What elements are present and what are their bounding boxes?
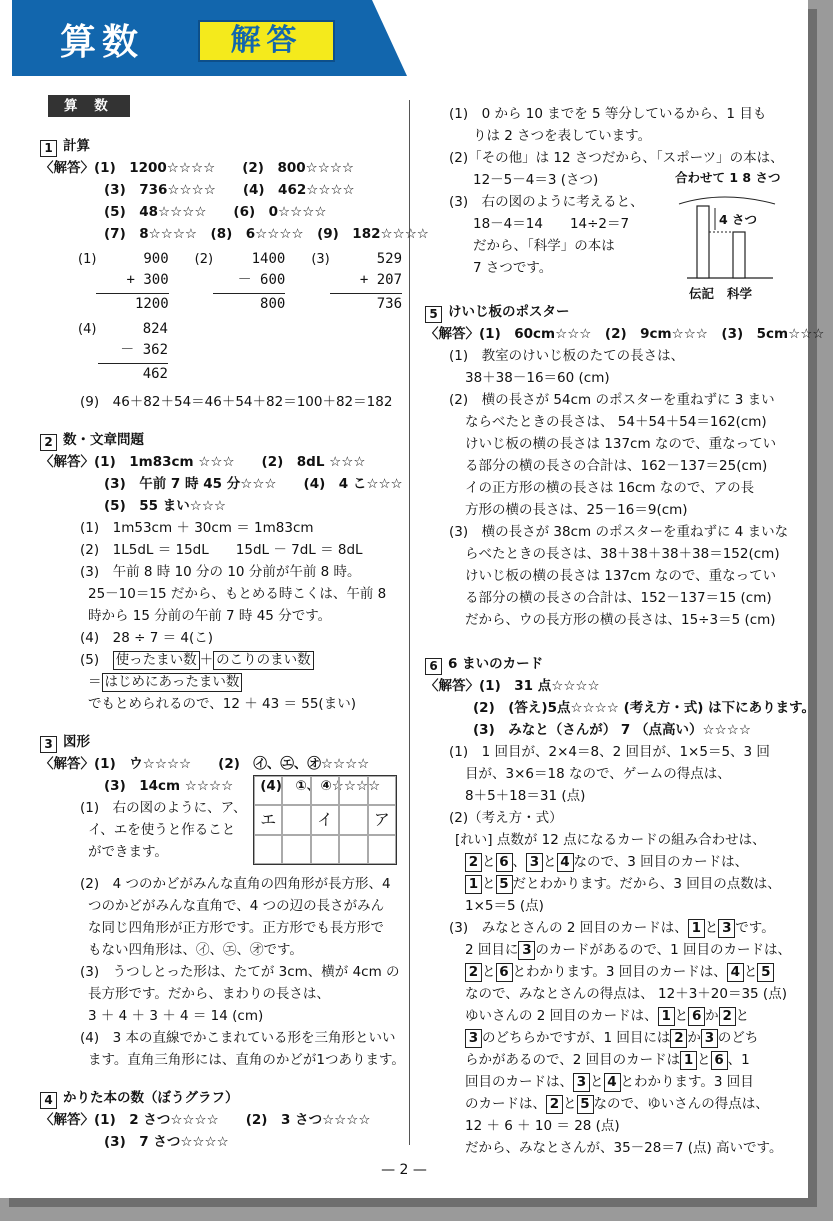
s2-answer: (3) 午前 7 時 45 分☆☆☆ (4) 4 こ☆☆☆ (104, 476, 403, 492)
s6-line: 8＋5＋18＝31 (点) (465, 788, 586, 804)
s1-answer: (3) 736☆☆☆☆ (4) 462☆☆☆☆ (104, 182, 355, 198)
s6-line: 2 と 6 、 3 と 4 なので、3 回目のカードは、 (425, 851, 790, 873)
bar-denki (697, 206, 709, 278)
s3-line: な同じ四角形が正方形です。正方形でも長方形で (88, 920, 384, 936)
s2-line: (1) 1m53cm ＋ 30cm ＝ 1m83cm (80, 520, 314, 536)
s5-line: らべたときの長さは、38＋38＋38＋38＝152(cm) (465, 546, 780, 562)
s3-line: 長方形です。だから、まわりの長さは、 (88, 986, 330, 1002)
s5-line: だから、ウの長方形の横の長さは、15÷3＝5 (cm) (465, 612, 776, 628)
s3-line: (3) うつしとった形は、たてが 3cm、横が 4cm の (80, 964, 400, 980)
s6-line: 12 ＋ 6 ＋ 10 ＝ 28 (点) (465, 1118, 620, 1134)
s4-line: 12－5－4＝3 (さつ) (473, 172, 599, 188)
page-title: 算数 (60, 22, 145, 63)
bar-illustration (675, 168, 785, 301)
s6-line: (3) みなとさんの 2 回目のカードは、 1 と 3 です。 (449, 920, 775, 936)
answer-tag: 解答 (198, 20, 335, 62)
s3-line: つのかどがみんな直角で、4 つの辺の長さがみん (88, 898, 385, 914)
s6-line: 回目のカードは、 3 と 4 とわかります。3 回目 (465, 1074, 754, 1090)
s5-line: (2) 横の長さが 54cm のポスターを重ねずに 3 まい (449, 392, 775, 408)
s3-line: もない四角形は、㋑、㋓、㋔です。 (88, 942, 303, 958)
s6-line: (1) 1 回目が、2×4＝8、2 回目が、1×5＝5、3 回 (449, 744, 770, 760)
s6-line: のカードは、 2 と 5 なので、ゆいさんの得点は、 (465, 1096, 769, 1112)
s3-answer: 〈解答〉(1) ウ☆☆☆☆ (2) ㋑、㋓、㋔☆☆☆☆ (40, 756, 370, 772)
section-3-title: 3 図形 (40, 731, 402, 753)
s5-line: (1) 教室のけいじ板のたての長さは、 (449, 348, 685, 364)
s6-line: [れい] 点数が 12 点になるカードの組み合わせは、 (455, 832, 766, 848)
s6-line: だから、みなとさんが、35－28＝7 (点) 高いです。 (465, 1140, 783, 1156)
bar-total-label: 合わせて 1 8 さつ (675, 170, 781, 185)
s6-line: 2 と 6 とわかります。3 回目のカードは、 4 と 5 (425, 961, 790, 983)
subject-tag: 算 数 (48, 95, 130, 117)
s5-line: 38＋38－16＝60 (cm) (465, 370, 610, 386)
s2-formula: (5) 使ったまい数 ＋ のこりのまい数 (40, 649, 402, 671)
s6-line: ゆいさんの 2 回目のカードは、 1 と 6 か 2 と (465, 1008, 750, 1024)
s2-answer: (5) 55 まい☆☆☆ (104, 498, 227, 514)
s5-line: る部分の横の長さの合計は、162－137＝25(cm) (465, 458, 768, 474)
s3-line: (1) 右の図のように、ア、 (80, 800, 247, 816)
s5-answer: 〈解答〉(1) 60cm☆☆☆ (2) 9cm☆☆☆ (3) 5cm☆☆☆ (425, 326, 825, 342)
s4-line: (2)「その他」は 12 さつだから、「スポーツ」の本は、 (449, 150, 784, 166)
s2-line: 時から 15 分前の午前 7 時 45 分です。 (88, 608, 332, 624)
s5-line: (3) 横の長さが 38cm のポスターを重ねずに 4 まいな (449, 524, 789, 540)
s5-line: けいじ板の横の長さは 137cm なので、重なってい (465, 436, 777, 452)
s4-line: (1) 0 から 10 までを 5 等分しているから、1 目も (449, 106, 767, 122)
section-2-title: 2 数・文章問題 (40, 429, 402, 451)
s3-line: ます。直角三角形には、直角のかどが1つあります。 (88, 1052, 405, 1068)
left-column (40, 95, 429, 1153)
s3-line: 3 ＋ 4 ＋ 3 ＋ 4 ＝ 14 (cm) (88, 1008, 264, 1024)
s6-line: 目が、3×6＝18 なので、ゲームの得点は、 (465, 766, 731, 782)
s6-answer: 〈解答〉(1) 31 点☆☆☆☆ (425, 678, 600, 694)
s1-line: (9) 46＋82＋54＝46＋54＋82＝100＋82＝182 (80, 394, 393, 410)
section-6-title: 6 6 まいのカード (425, 653, 790, 675)
section-5-title: 5 けいじ板のポスター (425, 301, 790, 323)
s4-line: 7 さつです。 (473, 260, 553, 276)
s4-answer: 〈解答〉(1) 2 さつ☆☆☆☆ (2) 3 さつ☆☆☆☆ (40, 1112, 371, 1128)
column-calculation: (1) 900 + 300 1200 (2) 1400 － 600 800 (3) 529 + 207 736 (78, 249, 402, 315)
bar-diff-label: 4 さつ (719, 212, 758, 227)
bar-diagram (675, 182, 785, 282)
s2-line: 25－10＝15 だから、もとめる時こくは、午前 8 (88, 586, 387, 602)
s5-line: けいじ板の横の長さは 137cm なので、重なってい (465, 568, 777, 584)
s3-line: (2) 4 つのかどがみんな直角の四角形が長方形、4 (80, 876, 391, 892)
column-divider (409, 100, 410, 1145)
s4-answer: (3) 7 さつ☆☆☆☆ (104, 1134, 229, 1150)
s2-answer: 〈解答〉(1) 1m83cm ☆☆☆ (2) 8dL ☆☆☆ (40, 454, 366, 470)
s2-line: でもとめられるので、12 ＋ 43 ＝ 55(まい) (88, 696, 356, 712)
s6-line: 2 回目に 3 のカードがあるので、1 回目のカードは、 (465, 942, 792, 958)
bar-x-label: 科学 (727, 286, 753, 301)
s6-answer: (2) (答え)5点☆☆☆☆ (考え方・式) は下にあります。 (473, 700, 816, 716)
shape-grid: エ イ ア (253, 775, 397, 865)
s3-line: ができます。 (88, 844, 168, 860)
column-calculation: (4) 824 － 362 462 (78, 319, 402, 385)
bar-kagaku (733, 232, 745, 278)
s1-answer: (5) 48☆☆☆☆ (6) 0☆☆☆☆ (104, 204, 327, 220)
s6-line: 3 のどちらかですが、1 回目には 2 か 3 のどち (425, 1027, 790, 1049)
s2-line: (4) 28 ÷ 7 ＝ 4(こ) (80, 630, 213, 646)
s2-line: (3) 午前 8 時 10 分の 10 分前が午前 8 時。 (80, 564, 361, 580)
s6-line: らかがあるので、2 回目のカードは 1 と 6 、1 (465, 1052, 750, 1068)
s2-formula: ＝ はじめにあったまい数 (40, 671, 402, 693)
section-4-title: 4 かりた本の数（ぼうグラフ） (40, 1087, 402, 1109)
s1-answer: (7) 8☆☆☆☆ (8) 6☆☆☆☆ (9) 182☆☆☆☆ (104, 226, 429, 242)
s5-line: 方形の横の長さは、25－16＝9(cm) (465, 502, 688, 518)
s6-line: 1 と 5 だとわかります。だから、3 回目の点数は、 (425, 873, 790, 895)
bar-x-label: 伝記 (689, 286, 715, 301)
page-number: — 2 — (381, 1162, 427, 1178)
s1-answer: 〈解答〉(1) 1200☆☆☆☆ (2) 800☆☆☆☆ (40, 160, 355, 176)
s6-line: 1×5＝5 (点) (465, 898, 544, 914)
s5-line: る部分の横の長さの合計は、152－137＝15 (cm) (465, 590, 772, 606)
section-1-title: 1 計算 (40, 135, 402, 157)
s5-line: ならべたときの長さは、 54＋54＋54＝162(cm) (465, 414, 767, 430)
s2-line: (2) 1L5dL ＝ 15dL 15dL － 7dL ＝ 8dL (80, 542, 363, 558)
s4-line: 18－4＝14 14÷2＝7 (473, 216, 630, 232)
s4-line: だから、「科学」の本は (473, 238, 615, 254)
s3-answer: (3) 14cm ☆☆☆☆ (4) ①、④☆☆☆☆ (104, 778, 381, 794)
s4-line: (3) 右の図のように考えると、 (449, 194, 644, 210)
s6-line: (2)（考え方・式） (449, 810, 563, 826)
s4-line: りは 2 さつを表しています。 (473, 128, 652, 144)
s3-line: (4) 3 本の直線でかこまれている形を三角形といい (80, 1030, 396, 1046)
s6-line: なので、みなとさんの得点は、 12＋3＋20＝35 (点) (465, 986, 787, 1002)
s6-answer: (3) みなと（さんが） 7 （点高い）☆☆☆☆ (473, 722, 751, 738)
s3-line: イ、エを使うと作ること (88, 822, 236, 838)
s5-line: イの正方形の横の長さは 16cm なので、アの長 (465, 480, 755, 496)
